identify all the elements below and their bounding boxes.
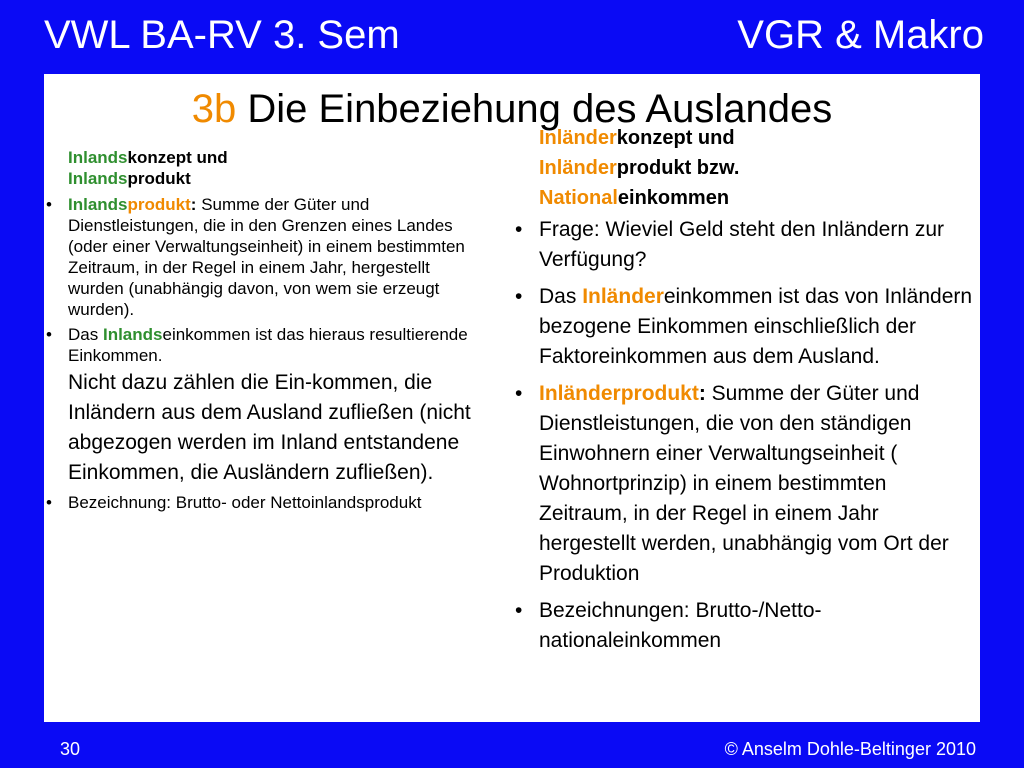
term: produkt [620,382,699,405]
definition-text: Summe der Güter und Dienstleistungen, die von den ständigen Einwohnern einer Verwaltungseinheit ( Wohnortprinzip) in einem bestimmten Zeitraum, in der Regel in einem Jahr hergestellt werden, unabhängig vom Ort der Produktion [539,382,949,585]
term: Inlands [102,325,163,344]
definition-text: Summe der Güter und Dienstleistungen, die in den Grenzen eines Landes (oder einer Verwaltungseinheit) in einem bestimmten Zeitraum, in der Regel in einem Jahr, hergestellt wurden (unabhängig davon, von wem sie erzeugt wurden). [68,195,465,319]
term: Inlands [68,195,128,214]
left-heading-part: konzept und [127,148,228,167]
right-heading-part: konzept und [616,127,735,149]
text: Das [68,325,103,344]
content-panel [44,74,980,722]
right-bullet-list [539,215,979,656]
left-column [68,147,488,517]
left-heading-part: produkt [127,169,191,188]
left-heading-part: Inlands [68,169,128,188]
left-item-inlandseinkommen [68,324,488,488]
header-right-title: VGR & Makro [737,13,984,57]
text: Das [539,285,583,308]
right-item-frage: • Frage: Wieviel Geld steht den Inländern zur Verfügung? [539,215,979,275]
right-heading-part: Inländer [539,127,617,149]
text: einkommen ist das hieraus resultierende Einkommen. [68,325,468,365]
left-heading-part: Inlands [68,148,128,167]
text: einkommen ist das von Inländern bezogene Einkommen einschließlich der Faktoreinkommen aus dem Ausland. [539,285,973,368]
colon: : [698,382,706,405]
header-left-title: VWL BA-RV 3. Sem [44,13,400,57]
left-note-large: Nicht dazu zählen die Ein-kommen, die Inländern aus dem Ausland zufließen (nicht abgezogen werden im Inland entstandene Einkommen, die Ausländern zufließen). [68,371,471,484]
term: produkt [127,195,191,214]
left-item-bezeichnung: • Bezeichnung: Brutto- oder Nettoinlandsprodukt [68,492,488,513]
left-heading [68,147,488,189]
left-item-inlandsprodukt [68,194,488,320]
term: Inländer [539,382,621,405]
right-heading-part: National [539,187,618,209]
right-item-inlaenderprodukt [539,379,979,589]
colon: : [190,195,197,214]
right-heading-part: produkt bzw. [616,157,740,179]
copyright: © Anselm Dohle-Beltinger 2010 [724,739,976,759]
left-bullet-list [68,194,488,513]
page-number: 30 [60,739,81,759]
slide-title-prefix: 3b [191,87,237,131]
term: Inländer [582,285,664,308]
slide-title-text: Die Einbeziehung des Auslandes [236,87,833,131]
right-item-bezeichnungen: • Bezeichnungen: Brutto-/Netto-nationaleinkommen [539,596,979,656]
right-heading-part: einkommen [617,187,730,209]
right-heading [539,123,979,213]
right-column [539,123,979,663]
right-heading-part: Inländer [539,157,617,179]
right-item-inlaendereinkommen [539,282,979,372]
